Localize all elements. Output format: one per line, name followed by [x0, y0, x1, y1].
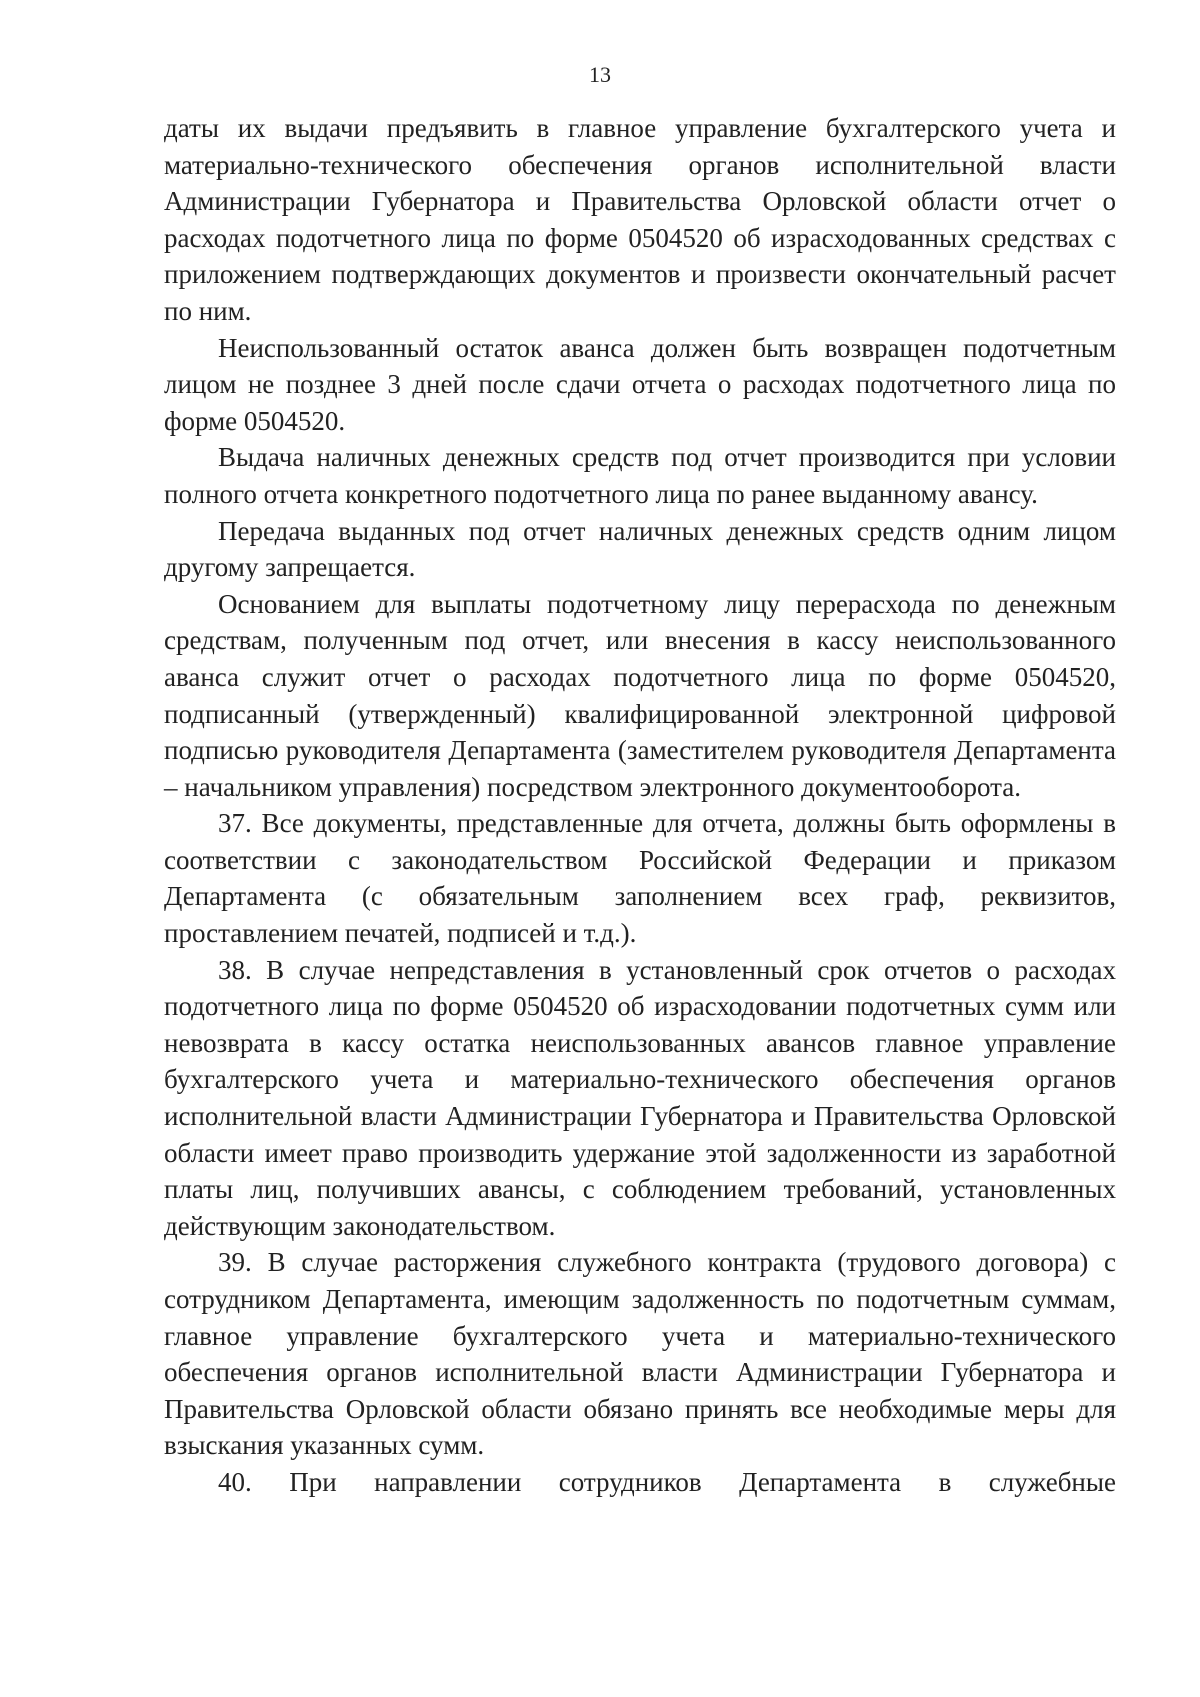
- paragraph-unused-advance-return: Неиспользованный остаток аванса должен быть возвращен подотчетным лицом не позднее 3 дней после сдачи отчета о расходах подотчетного лица по форме 0504520.: [164, 332, 1116, 436]
- paragraph-overspending-basis: Основанием для выплаты подотчетному лицу перерасхода по денежным средствам, полученным под отчет, или внесения в кассу неиспользованного аванса служит отчет о расходах подотчетного лица по форме 0504520, подписанный (утвержденный) квалифицированной электронной цифровой подписью руководителя Департамента (заместителем руководителя Департамента – начальником управления) посредством электронного документооборота.: [164, 588, 1116, 802]
- paragraph-item-38: 38. В случае непредставления в установленный срок отчетов о расходах подотчетного лица по форме 0504520 об израсходовании подотчетных сумм или невозврата в кассу остатка неиспользованных авансов главное управление бухгалтерского учета и материально-технического обеспечения органов исполнительной власти Администрации Губернатора и Правительства Орловской области имеет право производить удержание этой задолженности из заработной платы лиц, получивших авансы, с соблюдением требований, установленных действующим законодательством.: [164, 954, 1116, 1241]
- paragraph-cash-issue-condition: Выдача наличных денежных средств под отчет производится при условии полного отчета конкретного подотчетного лица по ранее выданному авансу.: [164, 442, 1116, 509]
- paragraph-item-40: 40. При направлении сотрудников Департамента в служебные: [218, 1466, 1116, 1497]
- paragraph-item-37: 37. Все документы, представленные для отчета, должны быть оформлены в соответствии с законодательством Российской Федерации и приказом Департамента (с обязательным заполнением всех граф, реквизитов, проставлением печатей, подписей и т.д.).: [164, 808, 1116, 949]
- document-body: [164, 110, 1116, 1501]
- page-number: 13: [589, 62, 611, 87]
- paragraph-continuation: даты их выдачи предъявить в главное управление бухгалтерского учета и материально-технического обеспечения органов исполнительной власти Администрации Губернатора и Правительства Орловской области отчет о расходах подотчетного лица по форме 0504520 об израсходованных средствах с приложением подтверждающих документов и произвести окончательный расчет по ним.: [164, 113, 1116, 326]
- paragraph-item-39: 39. В случае расторжения служебного контракта (трудового договора) с сотрудником Департамента, имеющим задолженность по подотчетным суммам, главное управление бухгалтерского учета и материально-технического обеспечения органов исполнительной власти Администрации Губернатора и Правительства Орловской области обязано принять все необходимые меры для взыскания указанных сумм.: [164, 1247, 1116, 1461]
- paragraph-transfer-prohibited: Передача выданных под отчет наличных денежных средств одним лицом другому запрещается.: [164, 515, 1116, 583]
